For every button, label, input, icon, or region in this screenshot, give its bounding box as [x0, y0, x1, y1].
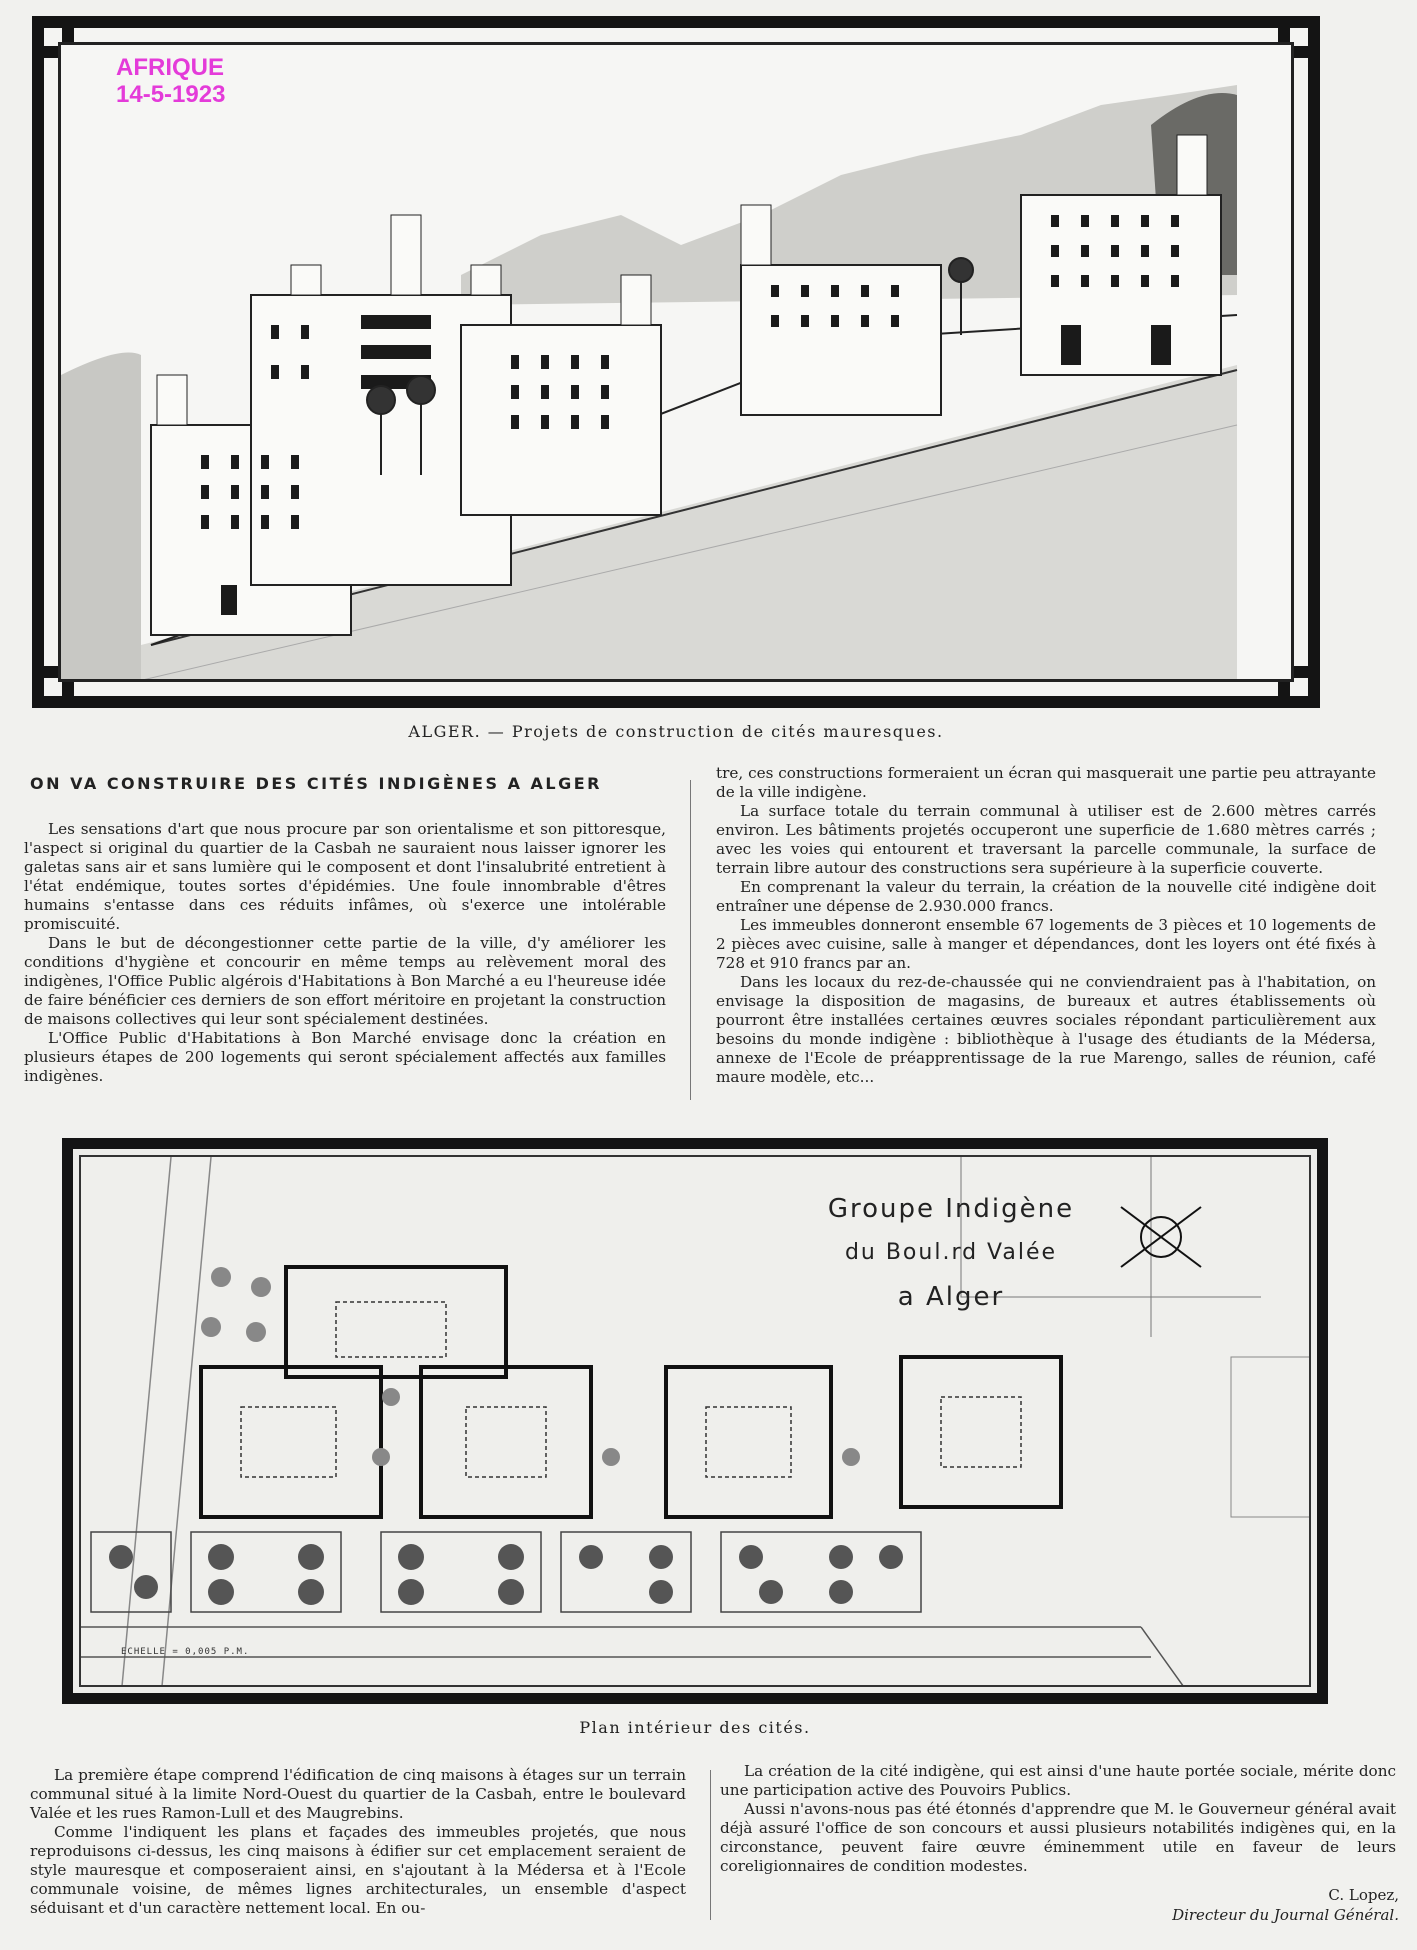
- stamp-date: 14-5-1923: [116, 81, 226, 108]
- site-plan-illustration: [62, 1138, 1328, 1704]
- article-paragraph: En comprenant la valeur du terrain, la création de la nouvelle cité indigène doit entraîner une dépense de 2.930.000 francs.: [716, 878, 1376, 915]
- article-paragraph: Les immeubles donneront ensemble 67 logements de 3 pièces et 10 logements de 2 pièces avec cuisine, salle à manger et dépendances, dont les loyers ont été fixés à 728 et 910 francs par an.: [716, 916, 1376, 972]
- article-paragraph: tre, ces constructions formeraient un écran qui masquerait une partie peu attrayante de la ville indigène.: [716, 764, 1376, 801]
- top-figure-caption: ALGER. — Projets de construction de cités mauresques.: [408, 722, 944, 741]
- article-paragraph: Dans les locaux du rez-de-chaussée qui ne conviendraient pas à l'habitation, on envisage la disposition de magasins, de bureaux et autres établissements où pourront être installées certaines œuvres sociales répondant particulièrement aux besoins du monde indigène : bibliothèque à l'usage des étudiants de la Médersa, annexe de l'Ecole de préapprentissage de la rue Marengo, salles de réunion, café maure modèle, etc...: [716, 973, 1376, 1086]
- article-paragraph: Les sensations d'art que nous procure par son orientalisme et son pittoresque, l'aspect si original du quartier de la Casbah ne sauraient nous laisser ignorer les galetas sans air et sans lumière qui le composent et dont l'insalubrité entretient à l'état endémique, toutes sortes d'épidémies. Une foule innombrable d'êtres humains s'entasse dans ces réduits infâmes, où s'exerce une intolérable promiscuité.: [24, 820, 666, 933]
- author-signature: C. Lopez,: [1328, 1886, 1399, 1904]
- article-paragraph: Aussi n'avons-nous pas été étonnés d'apprendre que M. le Gouverneur général avait déjà assuré l'office de son concours et aussi plusieurs notabilités indigènes qui, en la circonstance, peuvent faire œuvre éminemment utile en faveur de leurs coreligionnaires de condition modestes.: [720, 1800, 1396, 1875]
- article-paragraph: Dans le but de décongestionner cette partie de la ville, d'y améliorer les conditions d'hygiène et concourir en même temps au relèvement moral des indigènes, l'Office Public algérois d'Habitations à Bon Marché a eu l'heureuse idée de faire bénéficier ces derniers de son effort méritoire en projetant la construction de maisons collectives qui leur sont spécialement destinées.: [24, 934, 666, 1028]
- plan-title: [771, 1187, 1131, 1319]
- article-paragraph: La surface totale du terrain communal à utiliser est de 2.600 mètres carrés environ. Les bâtiments projetés occuperont une superficie de 1.680 mètres carrés ; avec les voies qui entourent et traversant la parcelle communale, la surface de terrain libre autour des constructions sera supérieure à la superficie couverte.: [716, 802, 1376, 877]
- column-rule: [710, 1770, 711, 1920]
- article-column-lower-left: [30, 1766, 686, 1918]
- article-heading: ON VA CONSTRUIRE DES CITÉS INDIGÈNES A ALGER: [30, 774, 602, 793]
- plan-caption: Plan intérieur des cités.: [579, 1718, 811, 1737]
- source-stamp: [116, 54, 225, 108]
- article-paragraph: Comme l'indiquent les plans et façades des immeubles projetés, que nous reproduisons ci-dessus, les cinq maisons à édifier sur cet emplacement seraient de style mauresque et composeraient ainsi, en s'ajoutant à la Médersa et à l'Ecole communale voisine, de mêmes lignes architecturales, un ensemble d'aspect séduisant et d'un caractère nettement local. En ou-: [30, 1823, 686, 1917]
- article-column-lower-right: [720, 1762, 1396, 1876]
- article-paragraph: La première étape comprend l'édification de cinq maisons à étages sur un terrain communal situé à la limite Nord-Ouest du quartier de la Casbah, entre le boulevard Valée et les rues Ramon-Lull et des Maugrebins.: [30, 1766, 686, 1822]
- plan-title-line: Groupe Indigène: [827, 1194, 1075, 1224]
- article-paragraph: La création de la cité indigène, qui est ainsi d'une haute portée sociale, mérite donc une participation active des Pouvoirs Publics.: [720, 1762, 1396, 1799]
- moorish-buildings-drawing: [61, 45, 1294, 682]
- plan-title-line: a Alger: [897, 1282, 1005, 1312]
- stamp-publication: AFRIQUE: [116, 54, 224, 81]
- author-title: Directeur du Journal Général.: [1172, 1906, 1399, 1924]
- plan-title-line: du Boul.rd Valée: [844, 1240, 1058, 1265]
- article-column-upper-left: [24, 820, 666, 1086]
- article-column-upper-right: [716, 764, 1376, 1087]
- plan-scale-label: ECHELLE = 0,005 P.M.: [121, 1647, 250, 1657]
- compass-rose-icon: [1121, 1207, 1201, 1267]
- column-rule: [690, 780, 691, 1100]
- article-paragraph: L'Office Public d'Habitations à Bon Marché envisage donc la création en plusieurs étapes de 200 logements qui seront spécialement affectés aux familles indigènes.: [24, 1029, 666, 1085]
- facade-illustration: [32, 16, 1320, 708]
